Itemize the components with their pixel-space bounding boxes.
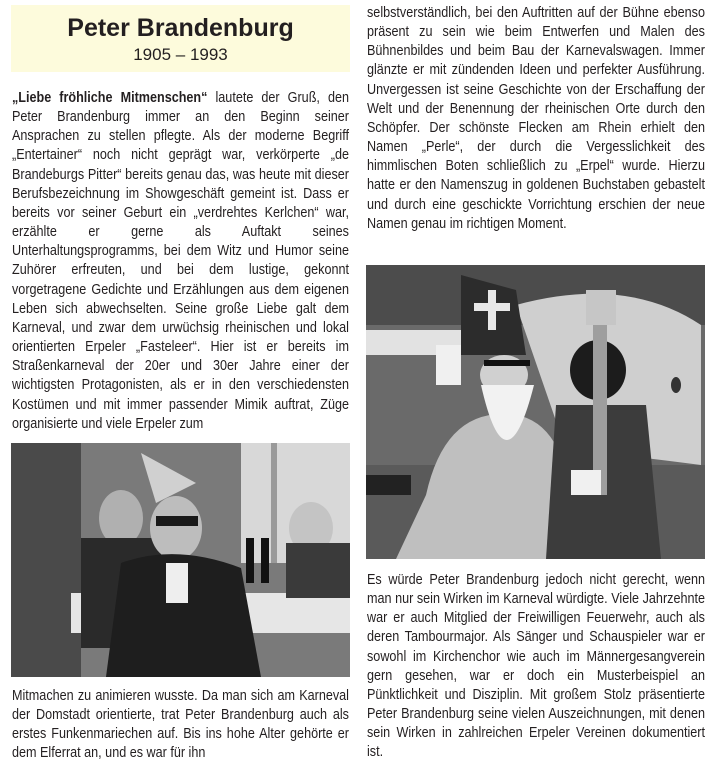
carnival-party-photo [11,443,350,677]
saint-nicholas-photo-image [366,265,705,559]
article-paragraph: Mitmachen zu animieren wusste. Da man sich am Karneval der Domstadt orientierte, trat Peter Brandenburg auch als erstes Funkenmariechen auf. Bis ins hohe Alter gehörte er dem Elferrat an, und es war für ihn [12,687,349,762]
saint-nicholas-helicopter-photo [366,265,705,559]
article-paragraph: selbstverständlich, bei den Auftritten auf der Bühne ebenso präsent zu sein wie beim Entwerfen und Malen des Bühnenbildes und beim Bau der Karnevalswagen. Immer glänzte er mit zündenden Ideen und perfekter Ausführung. Unvergessen ist seine Geschichte von der Erschaffung der Welt und der Benennung der rheinischen Orte durch den Schöpfer. Der schönste Flecken am Rhein erhielt den Namen „Perle“, der durch die Vergesslichkeit des himmlischen Boten schließlich zu „Erpel“ wurde. Hierzu hatte er den Namenszug in goldenen Buchstaben gebastelt und durch eine geschickte Vorrichtung erschien der neue Namen genau im richtigen Moment. [367,4,705,232]
article-column-right-bottom [367,570,705,762]
article-column-right-top [367,3,705,233]
article-column-left-top [12,88,349,433]
lead-quote: „Liebe fröhliche Mitmenschen“ [12,89,208,106]
carnival-photo-image [11,443,350,677]
article-column-left-bottom [12,686,349,763]
life-years: 1905 – 1993 [133,45,228,64]
paragraph-text: lautete der Gruß, den Peter Brandenburg immer an den Beginn seiner Ansprachen zu stellen pflegte. Als der moderne Begriff „Entertainer“ noch nicht geprägt war, verkörperte „de Brandeburgs Pitter“ bereits genau das, was heute mit dieser Berufsbezeichnung im Showgeschäft gemeint ist. Dass er bereits vor seiner Geburt ein „verdrehtes Kerlchen“ war, erzählte er gerne als Auftakt seines Unterhaltungsprogramms, bei dem Witz und Humor seine Zuhörer erfreuten, und bei dem lustige, gekonnt vorgetragene Gedichte und Erzählungen aus dem eigenen Leben sich abwechselten. Seine große Liebe galt dem Karneval, und zwar dem urwüchsig rheinischen und lokal orientierten Erpeler „Fasteleer“. Hier ist er bereits im Straßenkarneval der 20er und 30er Jahre einer der wichtigsten Protagonisten, als er in den verschiedensten Kostümen und mit immer passender Mimik auftrat, Züge organisierte und viele Erpeler zum [12,89,349,432]
title-box [11,5,350,72]
article-paragraph: Es würde Peter Brandenburg jedoch nicht gerecht, wenn man nur sein Wirken im Karneval würdigte. Viele Jahrzehnte war er auch Mitglied der Freiwilligen Feuerwehr, auch als deren Tambourmajor. Als Sänger und Schauspieler war er sowohl im Kirchenchor wie auch im Männergesangverein gern gesehen, war er doch ein Musterbeispiel an Pünktlichkeit und Disziplin. Mit großem Stolz präsentierte Peter Brandenburg seine vielen Auszeichnungen, mit denen sein Wirken in zahlreichen Erpeler Vereinen dokumentiert ist. [367,571,705,761]
page-title: Peter Brandenburg [67,14,294,42]
article-paragraph [12,88,349,433]
